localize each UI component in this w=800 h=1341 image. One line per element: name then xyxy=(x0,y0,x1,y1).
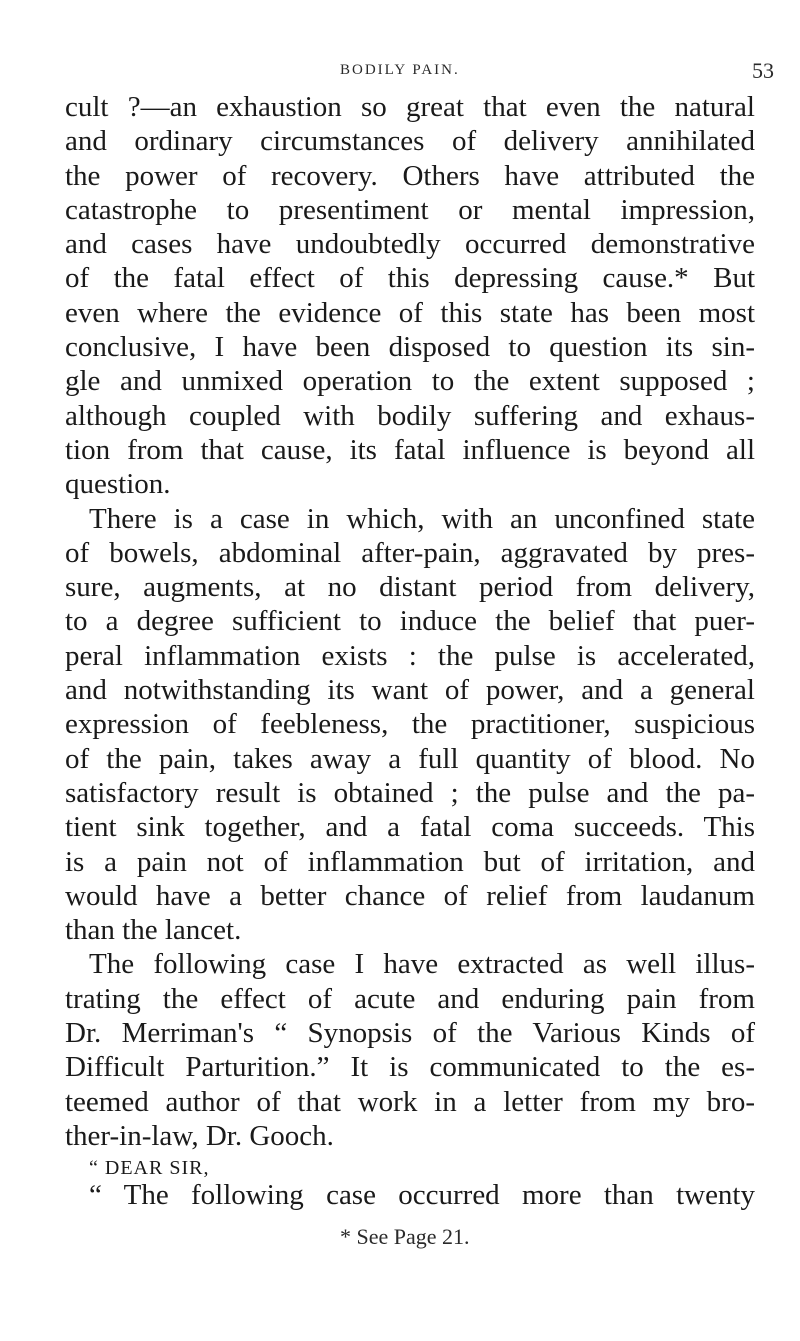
text-line: tion from that cause, its fatal influence is beyond all xyxy=(65,433,755,466)
text-line: and cases have undoubtedly occurred demonstrative xyxy=(65,228,755,261)
text-line: Difficult Parturition.” It is communicated to the es- xyxy=(65,1051,755,1084)
text-line: the power of recovery. Others have attributed the xyxy=(65,159,755,192)
text-line: conclusive, I have been disposed to question its sin- xyxy=(65,331,755,364)
text-line: and notwithstanding its want of power, and a general xyxy=(65,674,755,707)
running-head xyxy=(0,58,800,88)
text-line: of the pain, takes away a full quantity of blood. No xyxy=(65,742,755,775)
text-line: catastrophe to presentiment or mental impression, xyxy=(65,193,755,226)
text-line: sure, augments, at no distant period from delivery, xyxy=(65,571,755,604)
text-line: of the fatal effect of this depressing cause.* But xyxy=(65,262,755,295)
text-line: teemed author of that work in a letter from my bro- xyxy=(65,1085,755,1118)
text-line: than the lancet. xyxy=(65,914,242,947)
text-line: of bowels, abdominal after-pain, aggravated by pres- xyxy=(65,536,755,569)
text-line: peral inflammation exists : the pulse is accelerated, xyxy=(65,639,755,672)
text-line: and ordinary circumstances of delivery annihilated xyxy=(65,125,755,158)
page-number: 53 xyxy=(752,58,774,83)
text-line: is a pain not of inflammation but of irritation, and xyxy=(65,845,755,878)
footnote: * See Page 21. xyxy=(340,1224,470,1249)
text-line: tient sink together, and a fatal coma succeeds. This xyxy=(65,811,755,844)
letter-salutation: “ DEAR SIR, xyxy=(89,1157,210,1179)
text-line: question. xyxy=(65,468,171,501)
text-line: satisfactory result is obtained ; the pulse and the pa- xyxy=(65,776,755,809)
text-line: to a degree sufficient to induce the belief that puer- xyxy=(65,605,755,638)
body-text xyxy=(65,90,755,1153)
letter-first-line: “ The following case occurred more than twenty xyxy=(89,1179,755,1211)
text-line: although coupled with bodily suffering and exhaus- xyxy=(65,399,755,432)
text-line: ther-in-law, Dr. Gooch. xyxy=(65,1119,334,1152)
paragraph-start-line: The following case I have extracted as well illus- xyxy=(89,948,755,981)
text-line: would have a better chance of relief from laudanum xyxy=(65,879,755,912)
paragraph-start-line: There is a case in which, with an unconfined state xyxy=(89,502,755,535)
text-line: gle and unmixed operation to the extent supposed ; xyxy=(65,365,755,398)
text-line: Dr. Merriman's “ Synopsis of the Various Kinds of xyxy=(65,1017,755,1050)
text-line: cult ?—an exhaustion so great that even the natural xyxy=(65,91,755,123)
text-line: even where the evidence of this state has been most xyxy=(65,296,755,329)
text-line: expression of feebleness, the practitioner, suspicious xyxy=(65,708,755,741)
text-line: trating the effect of acute and enduring pain from xyxy=(65,982,755,1015)
running-title: BODILY PAIN. xyxy=(340,62,460,78)
